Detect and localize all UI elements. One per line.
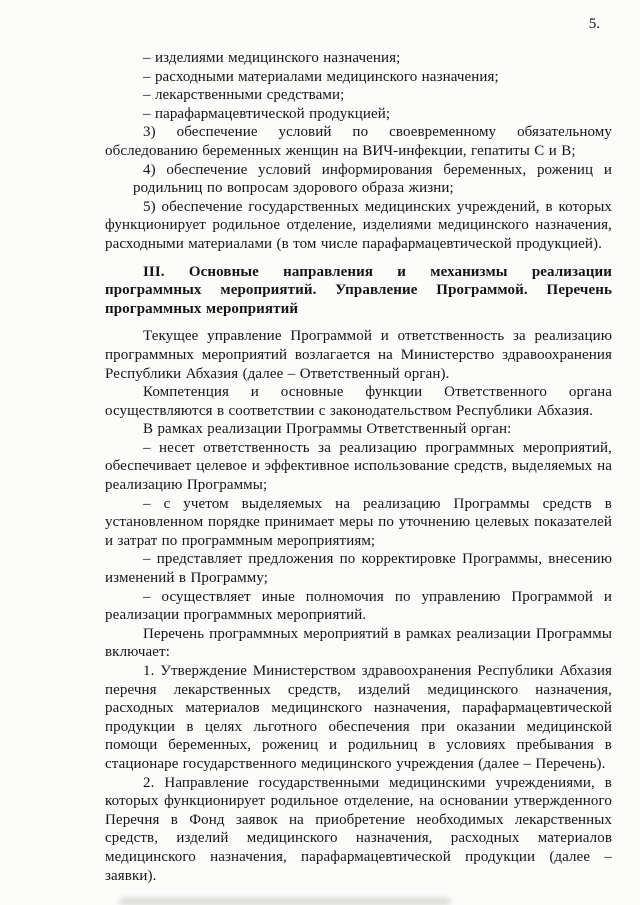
paragraph: – изделиями медицинского назначения; xyxy=(143,50,401,66)
paragraph: – лекарственными средствами; xyxy=(143,87,345,104)
paragraph: В рамках реализации Программы Ответственный орган: xyxy=(143,421,512,438)
paragraph: Текущее управление Программой и ответственность за реализацию программных мероприятий возлагается на Министерство здравоохранения Республики Абхазия (далее – Ответственный орган). xyxy=(105,328,612,382)
document-body xyxy=(105,49,612,885)
paragraph: – осуществляет иные полномочия по управлению Программой и реализации программных мероприятий. xyxy=(105,588,612,624)
scan-artifact xyxy=(120,898,450,905)
paragraph: – с учетом выделяемых на реализацию Программы средств в установленном порядке принимает меры по уточнению целевых показателей и затрат по программным мероприятиям; xyxy=(105,495,612,549)
paragraph: – расходными материалами медицинского назначения; xyxy=(143,68,499,85)
page-number: 5. xyxy=(588,16,600,32)
paragraph: – несет ответственность за реализацию программных мероприятий, обеспечивает целевое и эффективное использование средств, выделяемых на реализацию Программы; xyxy=(105,439,612,494)
paragraph: 4) обеспечение условий информирования беременных, рожениц и родильниц по вопросам здорового образа жизни; xyxy=(133,161,612,197)
paragraph: 5) обеспечение государственных медицинских учреждений, в которых функционирует родильное отделение, изделиями медицинского назначения, расходными материалами (в том числе парафармацевтической продукцией). xyxy=(105,198,612,252)
paragraph: Перечень программных мероприятий в рамках реализации Программы включает: xyxy=(105,625,612,661)
section-heading: III. Основные направления и механизмы реализации программных мероприятий. Управление Программой. Перечень программных мероприятий xyxy=(105,263,612,317)
paragraph: 2. Направление государственными медицинскими учреждениями, в которых функционирует родильное отделение, на основании утвержденного Перечня в Фонд заявок на приобретение необходимых лекарственных средств, изделий медицинского назначения, расходных материалов медицинского назначения, парафармацевтической продукции (далее – заявки). xyxy=(105,774,612,884)
paragraph: Компетенция и основные функции Ответственного органа осуществляются в соответствии с законодательством Республики Абхазия. xyxy=(105,384,612,419)
paragraph: – парафармацевтической продукцией; xyxy=(143,105,391,122)
paragraph: – представляет предложения по корректировке Программы, внесению изменений в Программу; xyxy=(105,551,612,587)
paragraph: 1. Утверждение Министерством здравоохранения Республики Абхазия перечня лекарственных средств, изделий медицинского назначения, расходных материалов медицинского назначения, парафармацевтической продукции в целях льготного обеспечения при оказании медицинской помощи беременных, рожениц и родильниц в условиях пребывания в стационаре государственного медицинского учреждения (далее – Перечень). xyxy=(105,663,612,772)
paragraph: 3) обеспечение условий по своевременному обязательному обследованию беременных женщин на ВИЧ-инфекции, гепатиты С и В; xyxy=(105,124,612,159)
